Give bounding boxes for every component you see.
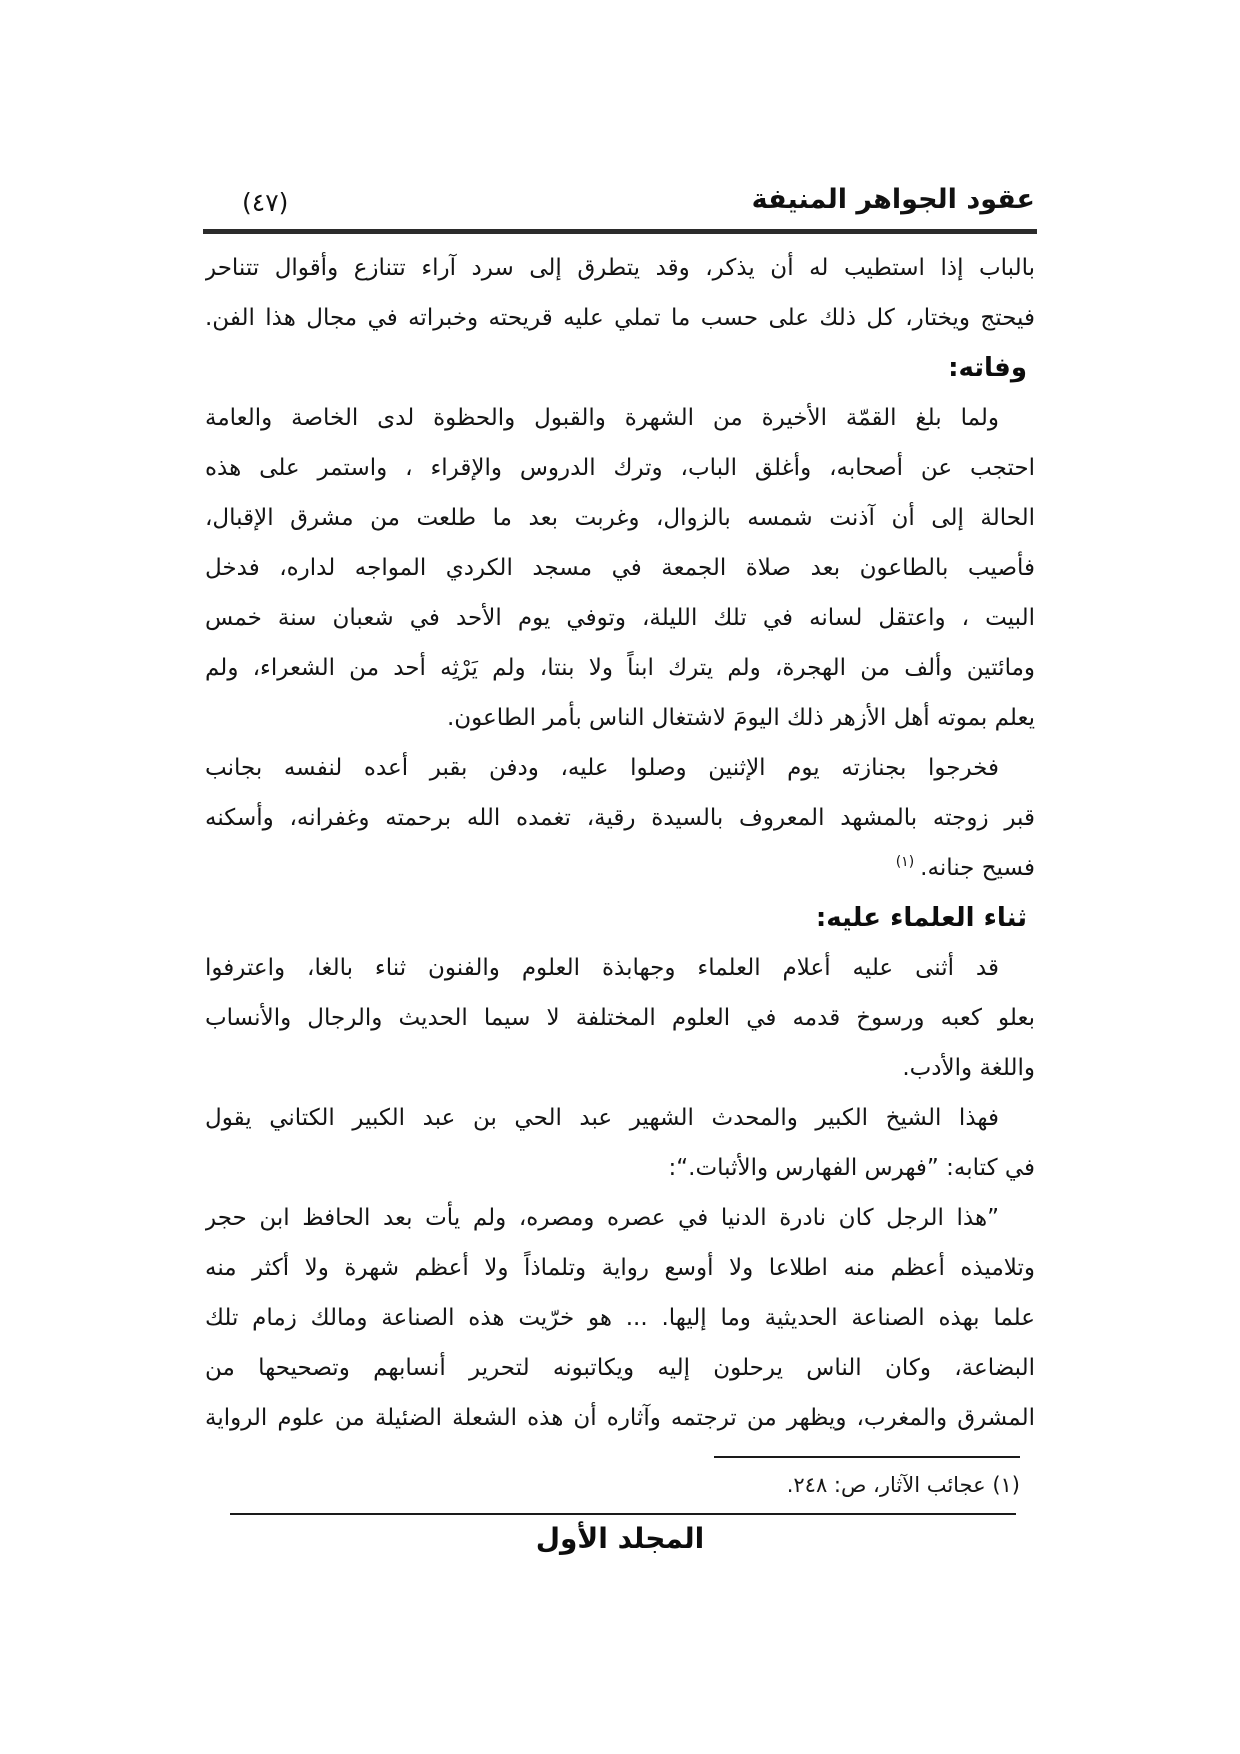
- line-text: البضاعة، وكان الناس يرحلون إليه ويكاتبونه لتحرير أنسابهم وتصحيحها من: [205, 1355, 1035, 1381]
- heading-text: ثناء العلماء عليه:: [815, 903, 1027, 933]
- text-line: [205, 1043, 1035, 1093]
- body-text: [205, 243, 1035, 1443]
- text-line: [205, 1293, 1035, 1343]
- line-text: بالباب إذا استطيب له أن يذكر، وقد يتطرق إلى سرد آراء تتنازع وأقوال تتناحر: [205, 255, 1035, 281]
- page-footer: [0, 1522, 1240, 1555]
- text-line: [205, 743, 1035, 793]
- text-line: [205, 943, 1035, 993]
- line-text: ومائتين وألف من الهجرة، ولم يترك ابناً ولا بنتا، ولم يَرْثِه أحد من الشعراء، ولم: [205, 655, 1035, 681]
- section-heading: [205, 343, 1035, 393]
- line-text: يعلم بموته أهل الأزهر ذلك اليومَ لاشتغال الناس بأمر الطاعون.: [446, 705, 1035, 731]
- text-line: [205, 593, 1035, 643]
- line-text: فسيح جنانه.: [920, 855, 1035, 881]
- line-text: ولما بلغ القمّة الأخيرة من الشهرة والقبول والحظوة لدى الخاصة والعامة: [205, 405, 999, 431]
- line-text: علما بهذه الصناعة الحديثية وما إليها. ... هو خرّيت هذه الصناعة ومالك زمام تلك: [205, 1305, 1035, 1331]
- line-text: احتجب عن أصحابه، وأغلق الباب، وترك الدروس والإقراء ، واستمر على هذه: [205, 455, 1035, 481]
- text-line: [205, 1093, 1035, 1143]
- line-text: وتلاميذه أعظم منه اطلاعا ولا أوسع رواية وتلماذاً ولا أعظم شهرة ولا أكثر منه: [205, 1255, 1035, 1281]
- line-text: واللغة والأدب.: [902, 1055, 1035, 1081]
- line-text: في كتابه: ”فهرس الفهارس والأثبات.“:: [668, 1155, 1035, 1181]
- text-line: [205, 1343, 1035, 1393]
- heading-text: وفاته:: [948, 353, 1027, 383]
- footnote-text: (١) عجائب الآثار، ص: ٢٤٨.: [786, 1473, 1020, 1497]
- footer-rule: [230, 1513, 1016, 1515]
- text-line: [205, 493, 1035, 543]
- line-text: الحالة إلى أن آذنت شمسه بالزوال، وغربت بعد ما طلعت من مشرق الإقبال،: [205, 505, 1035, 531]
- text-line: [205, 693, 1035, 743]
- footnote: [420, 1468, 1020, 1502]
- text-line: [205, 843, 1035, 893]
- text-line: [205, 993, 1035, 1043]
- line-text: قد أثنى عليه أعلام العلماء وجهابذة العلوم والفنون ثناء بالغا، واعترفوا: [205, 955, 999, 981]
- text-line: [205, 293, 1035, 343]
- text-line: [205, 1193, 1035, 1243]
- header-double-rule: [203, 229, 1037, 234]
- line-text: البيت ، واعتقل لسانه في تلك الليلة، وتوفي يوم الأحد في شعبان سنة خمس: [205, 605, 1035, 631]
- line-text: فخرجوا بجنازته يوم الإثنين وصلوا عليه، ودفن بقبر أعده لنفسه بجانب: [205, 755, 999, 781]
- line-text: ”هذا الرجل كان نادرة الدنيا في عصره ومصره، ولم يأت بعد الحافظ ابن حجر: [205, 1205, 999, 1231]
- text-line: [205, 393, 1035, 443]
- line-text: فهذا الشيخ الكبير والمحدث الشهير عبد الحي بن عبد الكبير الكتاني يقول: [205, 1105, 999, 1131]
- footnote-separator-rule: [714, 1456, 1020, 1458]
- text-line: [205, 243, 1035, 293]
- line-text: فأصيب بالطاعون بعد صلاة الجمعة في مسجد الكردي المواجه لداره، فدخل: [205, 555, 1035, 581]
- text-line: [205, 1243, 1035, 1293]
- line-text: بعلو كعبه ورسوخ قدمه في العلوم المختلفة لا سيما الحديث والرجال والأنساب: [205, 1005, 1035, 1031]
- text-line: [205, 793, 1035, 843]
- line-text: قبر زوجته بالمشهد المعروف بالسيدة رقية، تغمده الله برحمته وغفرانه، وأسكنه: [205, 805, 1035, 831]
- volume-label: المجلد الأول: [535, 1522, 705, 1555]
- text-line: [205, 1393, 1035, 1443]
- text-line: [205, 643, 1035, 693]
- text-line: [205, 543, 1035, 593]
- text-line: [205, 1143, 1035, 1193]
- book-title: عقود الجواهر المنيفة: [751, 184, 1035, 215]
- line-text: المشرق والمغرب، ويظهر من ترجتمه وآثاره أن هذه الشعلة الضئيلة من علوم الرواية: [205, 1405, 1035, 1431]
- footnote-ref: (١): [895, 854, 915, 871]
- section-heading: [205, 893, 1035, 943]
- text-line: [205, 443, 1035, 493]
- page-number: (٤٧): [242, 188, 289, 217]
- line-text: فيحتج ويختار، كل ذلك على حسب ما تملي عليه قريحته وخبراته في مجال هذا الفن.: [205, 305, 1035, 331]
